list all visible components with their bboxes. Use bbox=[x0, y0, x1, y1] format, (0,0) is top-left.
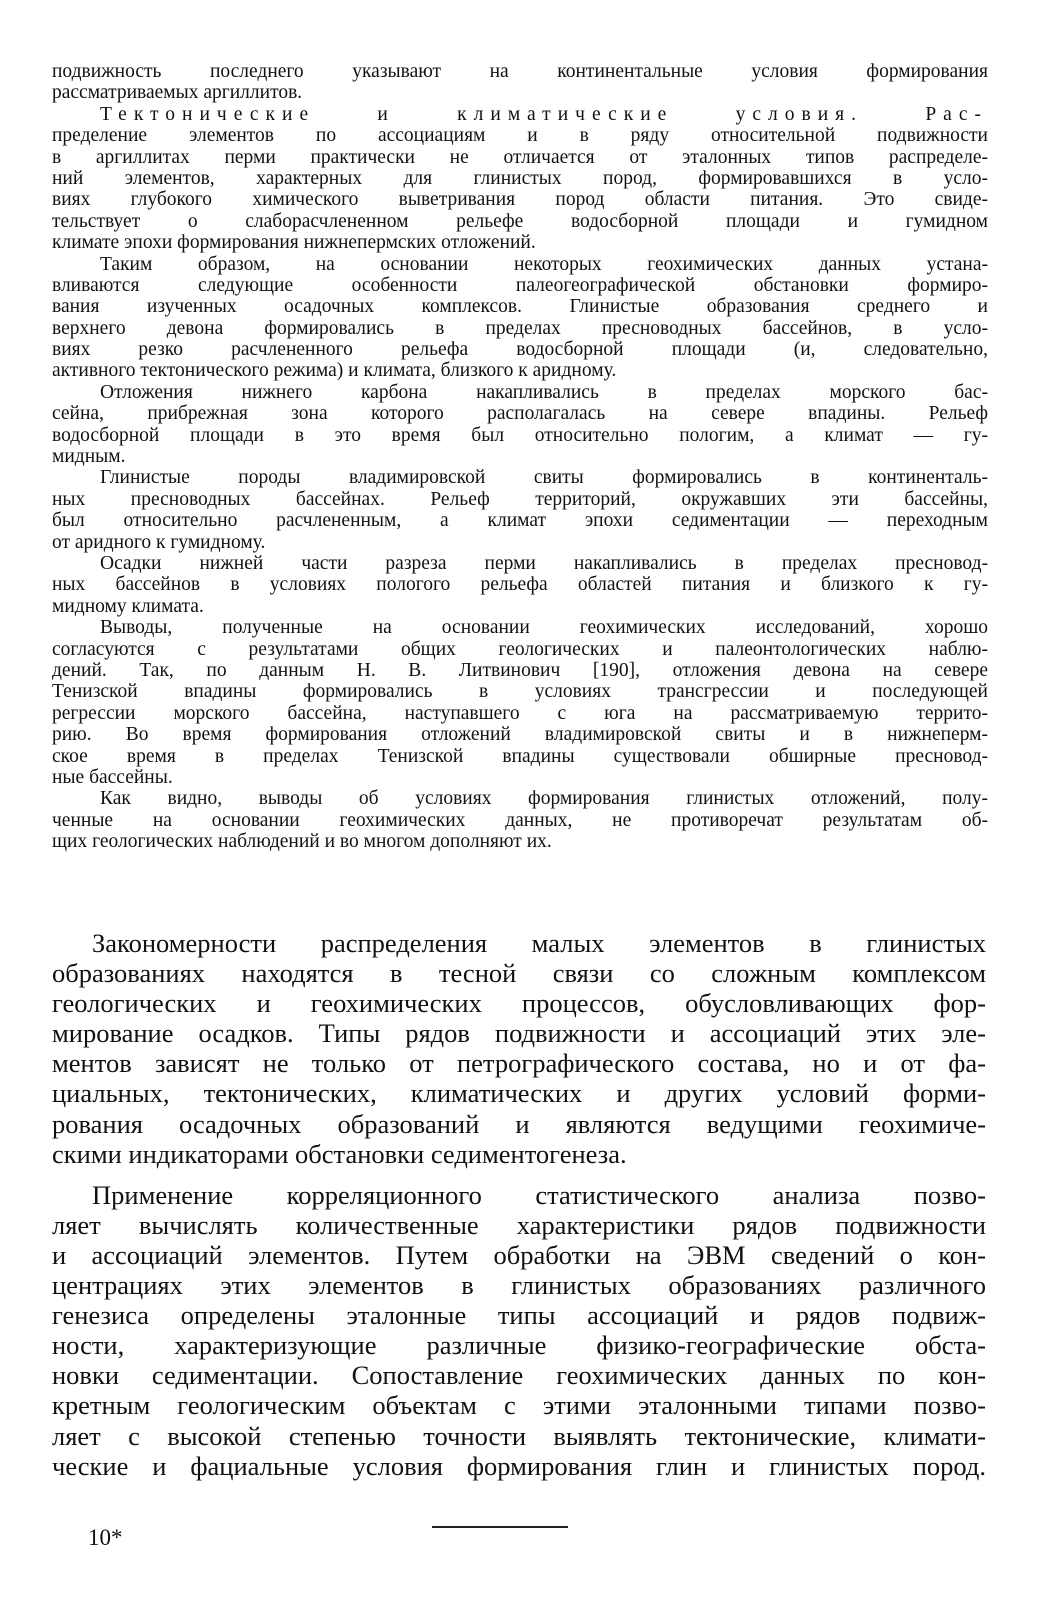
text-line: Применение корреляционного статистического анализа позво- bbox=[92, 1179, 986, 1210]
text-line: тельствует о слаборасчлененном рельефе водосборной площади и гумидном bbox=[52, 210, 988, 232]
text-line: Тенизской впадины формировались в условиях трансгрессии и последующей bbox=[52, 681, 988, 703]
small-print-text-block bbox=[52, 61, 988, 852]
text-line: ментов зависят не только от петрографического состава, но и от фа- bbox=[52, 1048, 986, 1079]
text-line: вливаются следующие особенности палеогеографической обстановки формиро- bbox=[52, 274, 988, 296]
signature-mark: 10* bbox=[88, 1525, 123, 1550]
text-line: ных пресноводных бассейнах. Рельеф территорий, окружавших эти бассейны, bbox=[52, 488, 988, 510]
text-line: согласуются с результатами общих геологических и палеонтологических наблю- bbox=[52, 638, 988, 660]
text-line: пределение элементов по ассоциациям и в ряду относительной подвижности bbox=[52, 125, 988, 147]
text-line: Глинистые породы владимировской свиты формировались в континенталь- bbox=[100, 467, 988, 489]
text-line: мидным. bbox=[52, 446, 126, 468]
text-line: вания изученных осадочных комплексов. Глинистые образования среднего и bbox=[52, 296, 988, 318]
text-line: в аргиллитах перми практически не отличается от эталонных типов распределе- bbox=[52, 146, 988, 168]
text-line: верхнего девона формировались в пределах пресноводных бассейнов, в усло- bbox=[52, 317, 988, 339]
text-line: щих геологических наблюдений и во многом дополняют их. bbox=[52, 831, 552, 853]
text-line: ляет вычислять количественные характеристики рядов подвижности bbox=[52, 1209, 986, 1240]
text-line: ных бассейнов в условиях пологого рельефа областей питания и близкого к гу- bbox=[52, 574, 988, 596]
text-line: кретным геологическим объектам с этими эталонными типами позво- bbox=[52, 1390, 986, 1421]
text-line: образованиях находятся в тесной связи со сложным комплексом bbox=[52, 958, 986, 989]
text-line: мирование осадков. Типы рядов подвижности и ассоциаций этих эле- bbox=[52, 1018, 986, 1049]
text-line: климате эпохи формирования нижнепермских отложений. bbox=[52, 232, 536, 254]
text-line: центрациях этих элементов в глинистых образованиях различного bbox=[52, 1270, 986, 1301]
text-line: генезиса определены эталонные типы ассоциаций и рядов подвиж- bbox=[52, 1300, 986, 1331]
text-line: ченные на основании геохимических данных, не противоречат результатам об- bbox=[52, 809, 988, 831]
text-line: ское время в пределах Тенизской впадины существовали обширные пресновод- bbox=[52, 745, 988, 767]
text-line: Как видно, выводы об условиях формирования глинистых отложений, полу- bbox=[100, 788, 988, 810]
text-line: Отложения нижнего карбона накапливались в пределах морского бас- bbox=[100, 381, 988, 403]
text-line: виях глубокого химического выветривания пород области питания. Это свиде- bbox=[52, 189, 988, 211]
text-line: ний элементов, характерных для глинистых пород, формировавшихся в усло- bbox=[52, 167, 988, 189]
text-line: циальных, тектонических, климатических и других условий форми- bbox=[52, 1078, 986, 1109]
text-line: от аридного к гумидному. bbox=[52, 531, 266, 553]
text-line: скими индикаторами обстановки седиментогенеза. bbox=[52, 1138, 627, 1169]
text-line: рования осадочных образований и являются ведущими геохимиче- bbox=[52, 1108, 986, 1139]
text-line: Тектонические и климатические условия. Рас- bbox=[100, 103, 988, 125]
text-line: был относительно расчлененным, а климат эпохи седиментации — переходным bbox=[52, 510, 988, 532]
text-line: Осадки нижней части разреза перми накапливались в пределах пресновод- bbox=[100, 552, 988, 574]
text-line: ные бассейны. bbox=[52, 766, 173, 788]
footer-rule bbox=[432, 1526, 568, 1528]
text-line: рию. Во время формирования отложений владимировской свиты и в нижнеперм- bbox=[52, 724, 988, 746]
text-line: и ассоциаций элементов. Путем обработки на ЭВМ сведений о кон- bbox=[52, 1239, 986, 1270]
text-line: Таким образом, на основании некоторых геохимических данных устана- bbox=[100, 253, 988, 275]
text-line: подвижность последнего указывают на континентальные условия формирования bbox=[52, 61, 988, 82]
text-line: ляет с высокой степенью точности выявлять тектонические, климати- bbox=[52, 1420, 986, 1451]
text-line: дений. Так, по данным Н. В. Литвинович [190], отложения девона на севере bbox=[52, 659, 988, 681]
text-line: ности, характеризующие различные физико-географические обста- bbox=[52, 1330, 986, 1361]
text-line: активного тектонического режима) и климата, близкого к аридному. bbox=[52, 360, 617, 382]
paragraph-gap bbox=[52, 1169, 986, 1180]
main-text-block bbox=[52, 928, 986, 1481]
text-line: виях резко расчлененного рельефа водосборной площади (и, следовательно, bbox=[52, 339, 988, 361]
text-line: сейна, прибрежная зона которого располагалась на севере впадины. Рельеф bbox=[52, 403, 988, 425]
text-line: мидному климата. bbox=[52, 595, 204, 617]
text-line: Выводы, полученные на основании геохимических исследований, хорошо bbox=[100, 617, 988, 639]
text-line: рассматриваемых аргиллитов. bbox=[52, 82, 303, 104]
text-line: водосборной площади в это время был относительно пологим, а климат — гу- bbox=[52, 424, 988, 446]
text-line: новки седиментации. Сопоставление геохимических данных по кон- bbox=[52, 1360, 986, 1391]
text-line: геологических и геохимических процессов, обусловливающих фор- bbox=[52, 988, 986, 1019]
text-line: ческие и фациальные условия формирования глин и глинистых пород. bbox=[52, 1450, 986, 1481]
text-line: регрессии морского бассейна, наступавшего с юга на рассматриваемую террито- bbox=[52, 702, 988, 724]
text-line: Закономерности распределения малых элементов в глинистых bbox=[92, 928, 986, 958]
